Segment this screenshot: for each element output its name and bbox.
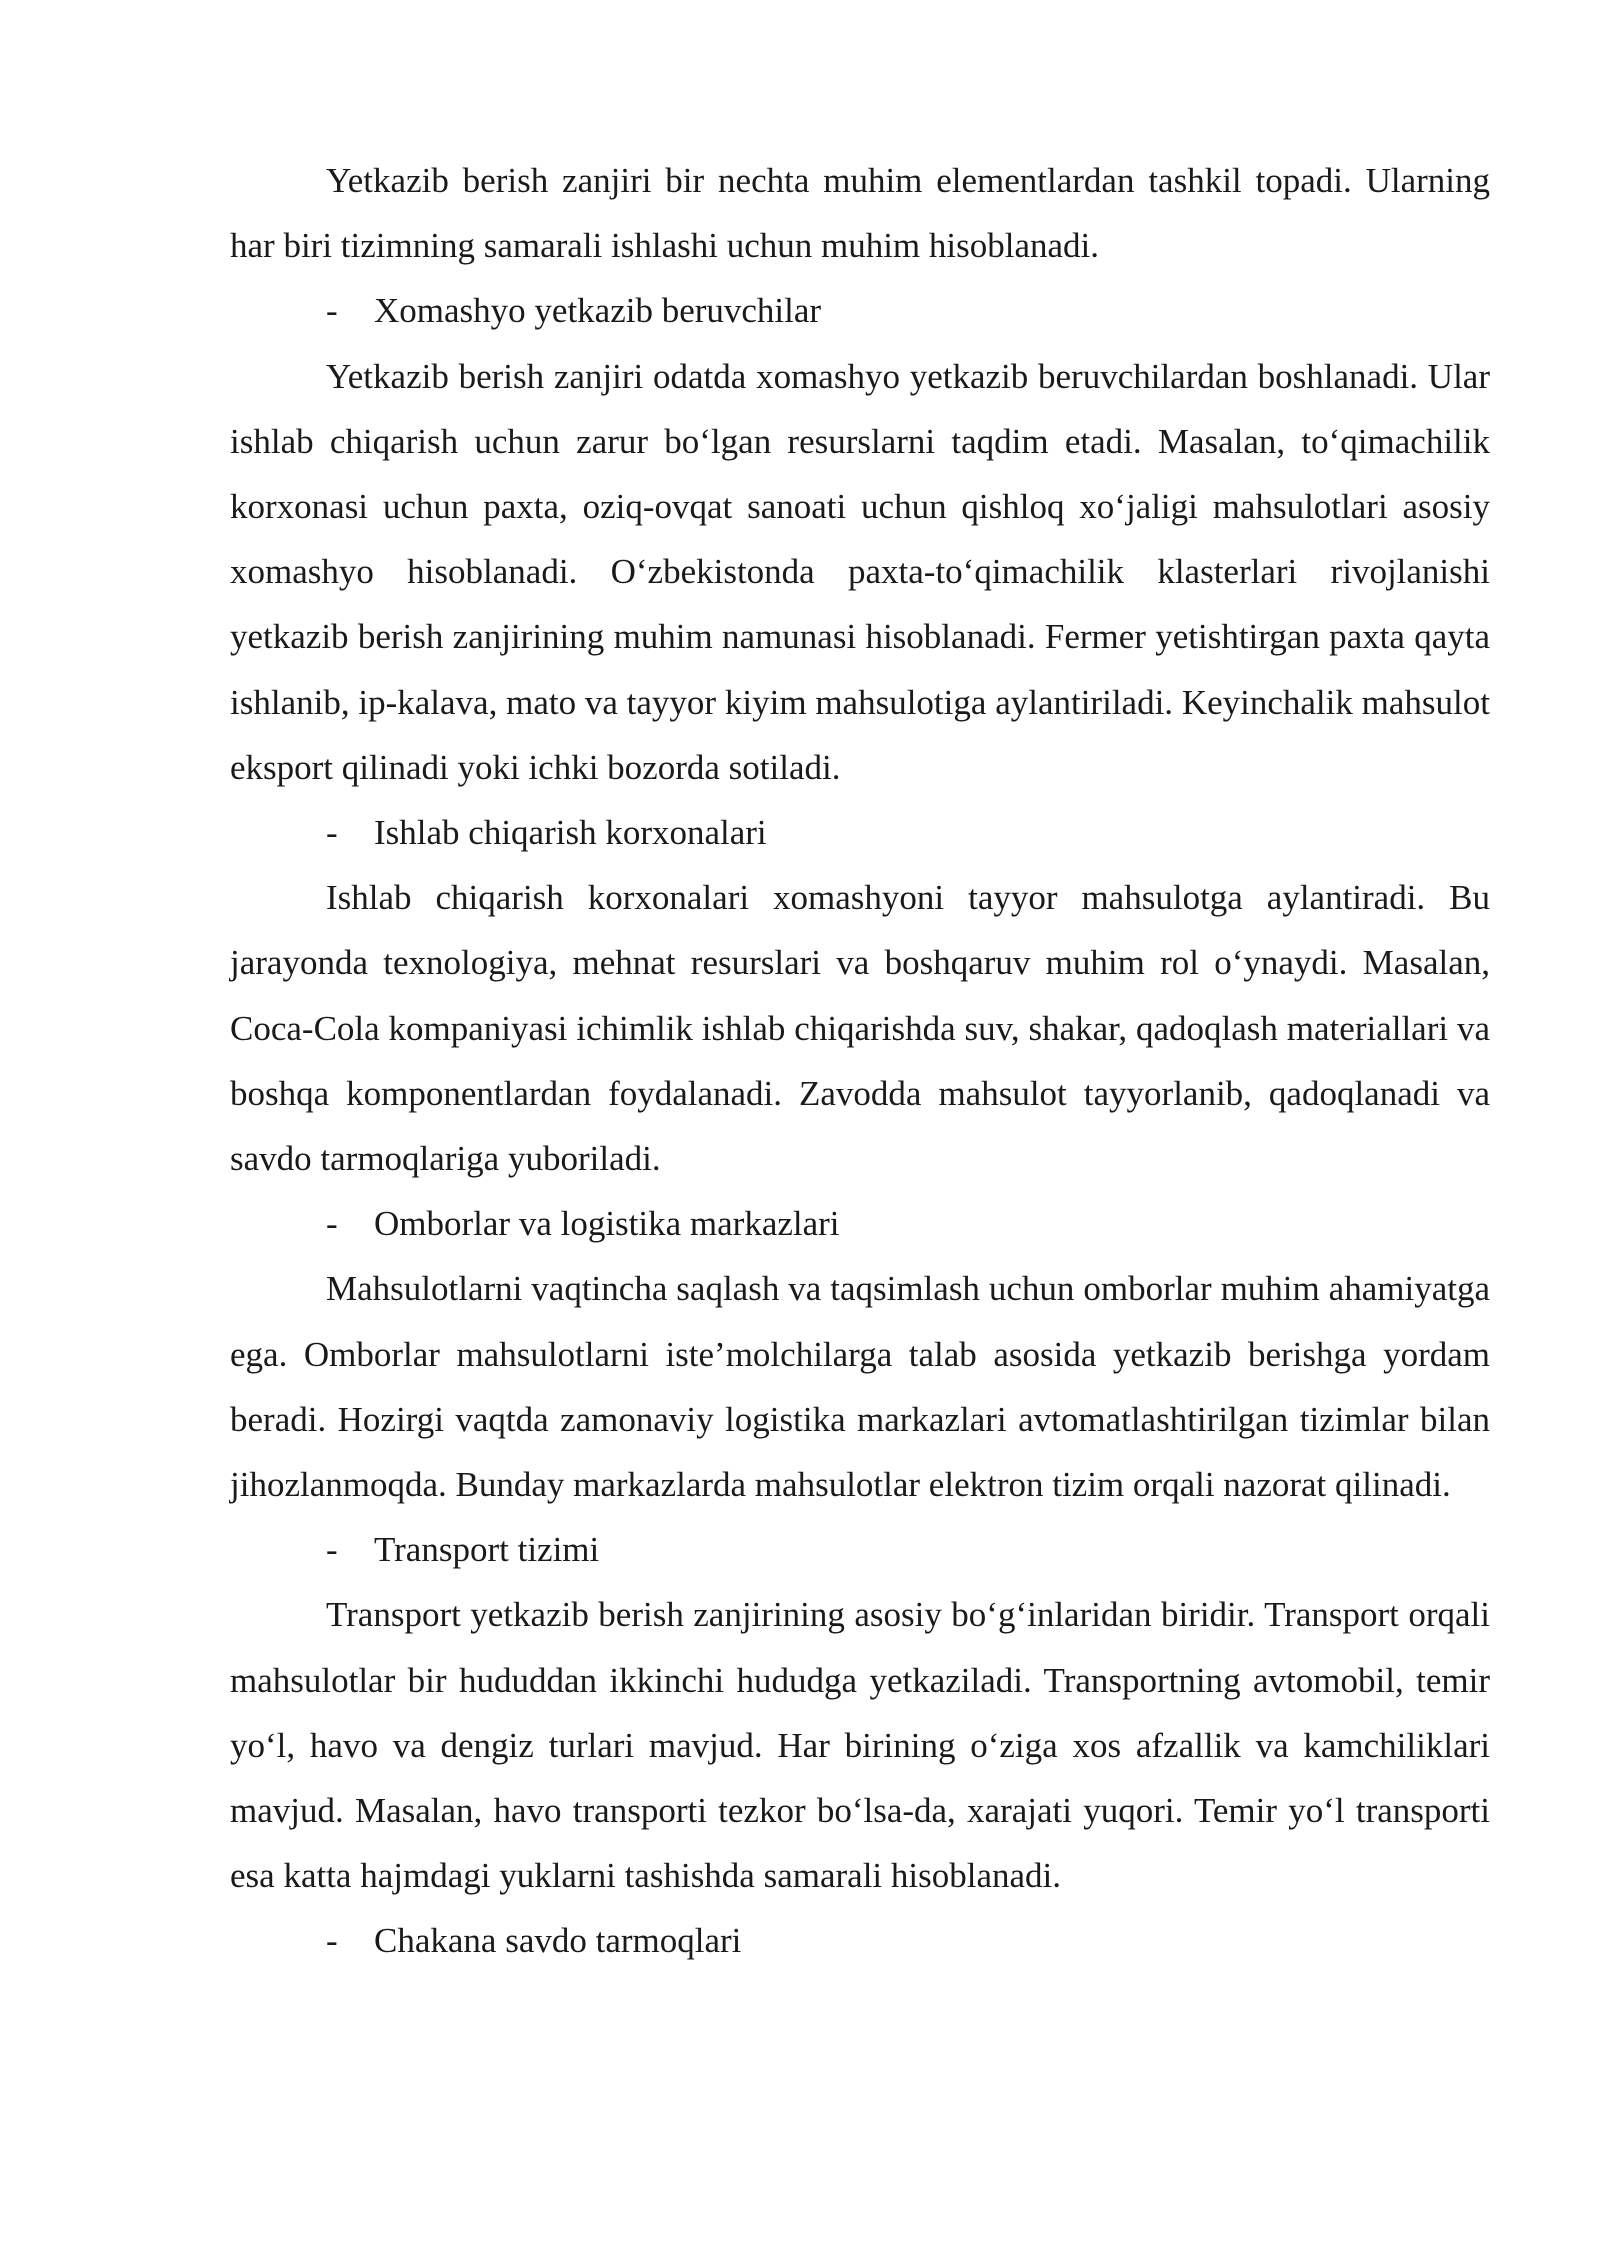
paragraph-warehouses-logistics: Mahsulotlarni vaqtincha saqlash va taqsimlash uchun omborlar muhim ahamiyatga ega. Omborlar mahsulotlarni iste’molchilarga talab asosida yetkazib berishga yordam beradi. Hozirgi vaqtda zamonaviy logistika markazlari avtomatlashtirilgan tizimlar bilan jihozlanmoqda. Bunday markazlarda mahsulotlar elektron tizim orqali nazorat qilinadi. bbox=[230, 1269, 1490, 1505]
list-item-raw-material-suppliers bbox=[230, 278, 1490, 343]
bullet-dash: - bbox=[326, 291, 338, 331]
paragraph-supply-chain-intro: Yetkazib berish zanjiri bir nechta muhim elementlardan tashkil topadi. Ularning har biri tizimning samarali ishlashi uchun muhim hisoblanadi. bbox=[230, 161, 1490, 266]
bullet-dash: - bbox=[326, 1204, 338, 1244]
paragraph-raw-material-suppliers: Yetkazib berish zanjiri odatda xomashyo yetkazib beruvchilardan boshlanadi. Ular ishlab chiqarish uchun zarur boʻlgan resurslarni taqdim etadi. Masalan, toʻqimachilik korxonasi uchun paxta, oziq-ovqat sanoati uchun qishloq xoʻjaligi mahsulotlari asosiy xomashyo hisoblanadi. Oʻzbekistonda paxta-toʻqimachilik klasterlari rivojlanishi yetkazib berish zanjirining muhim namunasi hisoblanadi. Fermer yetishtirgan paxta qayta ishlanib, ip-kalava, mato va tayyor kiyim mahsulotiga aylantiriladi. Keyinchalik mahsulot eksport qilinadi yoki ichki bozorda sotiladi. bbox=[230, 356, 1490, 787]
list-item-manufacturing bbox=[230, 800, 1490, 865]
document-page bbox=[230, 148, 1490, 1974]
list-item-retail bbox=[230, 1908, 1490, 1973]
bullet-dash: - bbox=[326, 1921, 338, 1961]
bullet-dash: - bbox=[326, 1530, 338, 1570]
bullet-dash: - bbox=[326, 813, 338, 853]
list-item-warehouses-logistics bbox=[230, 1191, 1490, 1256]
list-item-label: Transport tizimi bbox=[374, 1530, 600, 1570]
list-item-label: Xomashyo yetkazib beruvchilar bbox=[374, 291, 822, 331]
list-item-transport bbox=[230, 1517, 1490, 1582]
list-item-label: Ishlab chiqarish korxonalari bbox=[374, 813, 767, 853]
list-item-label: Chakana savdo tarmoqlari bbox=[374, 1921, 742, 1961]
list-item-label: Omborlar va logistika markazlari bbox=[374, 1204, 840, 1244]
paragraph-transport: Transport yetkazib berish zanjirining asosiy boʻgʻinlaridan biridir. Transport orqali mahsulotlar bir hududdan ikkinchi hududga yetkaziladi. Transportning avtomobil, temir yoʻl, havo va dengiz turlari mavjud. Har birining oʻziga xos afzallik va kamchiliklari mavjud. Masalan, havo transporti tezkor boʻlsa-da, xarajati yuqori. Temir yoʻl transporti esa katta hajmdagi yuklarni tashishda samarali hisoblanadi. bbox=[230, 1595, 1490, 1896]
paragraph-manufacturing: Ishlab chiqarish korxonalari xomashyoni tayyor mahsulotga aylantiradi. Bu jarayonda texnologiya, mehnat resurslari va boshqaruv muhim rol oʻynaydi. Masalan, Coca-Cola kompaniyasi ichimlik ishlab chiqarishda suv, shakar, qadoqlash materiallari va boshqa komponentlardan foydalanadi. Zavodda mahsulot tayyorlanib, qadoqlanadi va savdo tarmoqlariga yuboriladi. bbox=[230, 878, 1490, 1179]
